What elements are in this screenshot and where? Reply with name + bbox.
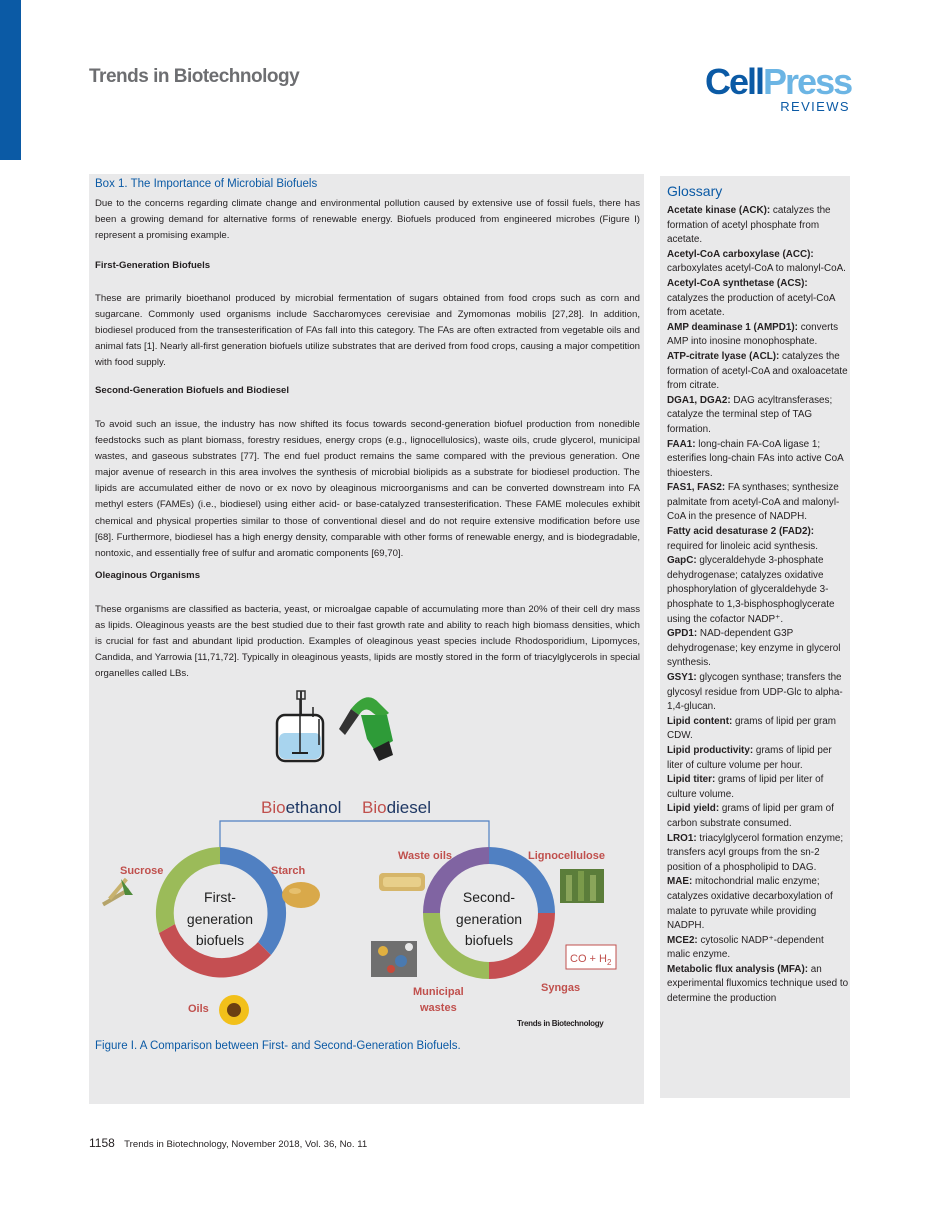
paragraph-second-gen: To avoid such an issue, the industry has now shifted its focus towards second-generation biofuel production from nonedible feedstocks such as plant biomass, forestry residues, energy crops (e.g., lignocellulosics), waste oils, crude glycerol, municipal wastes, and gaseous substrates [77]. The end fuel product remains the same compared with the previous generation. One major avenue of research in this area involves the synthesis of microbial biolipids as a substrate for biodiesel production. The lipids are accumulated either de novo or ex novo by oleaginous microorganisms and can be converted downstream into FA methyl esters (FAMEs) (i.e., biodiesel) using either acid- or base-catalyzed transesterification. These FAME molecules exhibit chemical and physical properties similar to those of conventional diesel and do not require extensive modification before use [68]. Furthermore, biodiesel has a high energy density, comparable with other forms of renewable energy, and is biodegradable, nontoxic, and essentially free of sulfur and aromatic components [69,70]. bbox=[95, 419, 640, 559]
glossary-entry: Lipid yield: grams of lipid per gram of carbon substrate consumed. bbox=[667, 803, 834, 829]
box-title: Box 1. The Importance of Microbial Biofuels bbox=[95, 178, 318, 190]
glossary-entry: ATP-citrate lyase (ACL): catalyzes the formation of acetyl-CoA and oxaloacetate from citrate. bbox=[667, 350, 848, 392]
municipal-label-line1: Municipal bbox=[413, 986, 464, 998]
page-number: 1158 bbox=[89, 1136, 115, 1150]
glossary-entry: Acetyl-CoA synthetase (ACS): catalyzes the production of acetyl-CoA from acetate. bbox=[667, 277, 835, 319]
second-gen-line1: Second- bbox=[462, 889, 516, 905]
figure-caption: Figure I. A Comparison between First- and Second-Generation Biofuels. bbox=[95, 1040, 461, 1052]
municipal-waste-icon bbox=[371, 941, 417, 977]
box-1 bbox=[89, 174, 644, 1104]
waste-oil-icon bbox=[379, 873, 425, 891]
glossary-entry: Metabolic flux analysis (MFA): an experimental fluxomics technique used to determine the production bbox=[667, 963, 849, 1005]
lignocellulose-label: Lignocellulose bbox=[528, 850, 606, 862]
heading-second-gen: Second-Generation Biofuels and Biodiesel bbox=[95, 385, 290, 396]
second-gen-donut bbox=[423, 847, 555, 979]
sugarcane-icon bbox=[102, 878, 133, 906]
box-intro: Due to the concerns regarding climate change and environmental pollution caused by extensive use of fossil fuels, there has been a growing demand for alternative forms of renewable energy. Biofuels produced from engineered microbes (Figure I) represent a promising example. bbox=[95, 198, 640, 242]
first-gen-donut bbox=[156, 847, 286, 977]
glossary-entry: AMP deaminase 1 (AMPD1): converts AMP into inosine monophosphate. bbox=[667, 321, 839, 348]
syngas-label: Syngas bbox=[541, 982, 581, 994]
logo-reviews-text: REVIEWS bbox=[780, 99, 850, 114]
glossary-entry: FAA1: long-chain FA-CoA ligase 1; esterifies long-chain FAs into active CoA thioesters. bbox=[667, 438, 844, 479]
second-gen-line2: generation bbox=[455, 911, 523, 927]
first-gen-line3: biofuels bbox=[195, 932, 245, 948]
glossary-entry: FAS1, FAS2: FA synthases; synthesize palmitate from acetyl-CoA and malonyl-CoA in the presence of NADPH. bbox=[667, 482, 840, 523]
figure-graphic bbox=[89, 689, 644, 1029]
glossary-panel bbox=[660, 176, 850, 1098]
cellpress-logo bbox=[705, 61, 855, 114]
glossary-entry: Lipid titer: grams of lipid per liter of culture volume. bbox=[667, 774, 824, 800]
second-gen-line3: biofuels bbox=[464, 932, 514, 948]
waste-oils-label: Waste oils bbox=[398, 850, 452, 862]
glossary-entry: GPD1: NAD-dependent G3P dehydrogenase; key enzyme in glycerol synthesis. bbox=[667, 628, 841, 669]
glossary-entry: DGA1, DGA2: DAG acyltransferases; catalyze the terminal step of TAG formation. bbox=[667, 394, 833, 435]
heading-first-gen: First-Generation Biofuels bbox=[95, 260, 211, 271]
glossary-list bbox=[667, 204, 849, 1007]
journal-title: Trends in Biotechnology bbox=[89, 66, 300, 87]
glossary-title: Glossary bbox=[667, 183, 723, 199]
sucrose-label: Sucrose bbox=[120, 865, 164, 877]
journal-color-bar bbox=[0, 0, 21, 160]
heading-oleaginous: Oleaginous Organisms bbox=[95, 570, 201, 581]
starch-label: Starch bbox=[271, 865, 306, 877]
municipal-label-line2: wastes bbox=[420, 1002, 457, 1014]
page-footer bbox=[89, 1136, 367, 1150]
paragraph-oleaginous: These organisms are classified as bacteria, yeast, or microalgae capable of accumulating more than 20% of their cell dry mass as lipids. Oleaginous yeasts are the best studied due to their fast growth rate and ability to reach high biomass densities, which is crucial for fast and abundant lipid production. Examples of oleaginous yeast species include Rhodosporidium, Lipomyces, Candida, and Yarrowia [11,71,72]. Typically in oleaginous yeasts, lipids are mostly stored in the form of triacylglycerols in special organelles called LBs. bbox=[95, 604, 640, 680]
bioethanol-label: Bioethanol bbox=[261, 798, 342, 817]
lignocellulose-icon bbox=[560, 869, 604, 903]
logo-cell-text: Cell bbox=[705, 61, 764, 102]
glossary-entry: Acetyl-CoA carboxylase (ACC): carboxylates acetyl-CoA to malonyl-CoA. bbox=[667, 248, 846, 275]
oils-label: Oils bbox=[188, 1003, 209, 1015]
first-gen-line1: First- bbox=[204, 889, 236, 905]
first-gen-line2: generation bbox=[186, 911, 254, 927]
glossary-entry: Lipid content: grams of lipid per gram CDW. bbox=[667, 715, 837, 742]
figure-1 bbox=[89, 689, 644, 1029]
biodiesel-label: Biodiesel bbox=[362, 798, 431, 817]
glossary-entry: GSY1: glycogen synthase; transfers the glycosyl residue from UDP-Glc to alpha-1,4-glucan. bbox=[667, 672, 843, 713]
footer-citation: Trends in Biotechnology, November 2018, Vol. 36, No. 11 bbox=[124, 1139, 368, 1150]
sunflower-icon bbox=[219, 995, 249, 1025]
bioreactor-icon bbox=[277, 691, 323, 761]
glossary-entry: Acetate kinase (ACK): catalyzes the formation of acetyl phosphate from acetate. bbox=[667, 205, 831, 246]
co-h2-label: CO + $H_2$ bbox=[570, 953, 612, 967]
potato-icon bbox=[282, 882, 320, 908]
fuel-nozzle-icon bbox=[339, 697, 393, 761]
glossary-entry: Fatty acid desaturase 2 (FAD2): required for linoleic acid synthesis. bbox=[667, 526, 818, 552]
glossary-entry: MCE2: cytosolic NADP⁺-dependent malic enzyme. bbox=[667, 934, 824, 961]
glossary-entry: MAE: mitochondrial malic enzyme; catalyzes oxidative decarboxylation of malate to pyruvate while providing NADPH. bbox=[667, 876, 833, 932]
glossary-entry: LRO1: triacylglycerol formation enzyme; transfers acyl groups from the sn-2 position of a phospholipid to DAG. bbox=[667, 832, 844, 873]
figure-source-label: Trends in Biotechnology bbox=[517, 1019, 604, 1028]
logo-press-text: Press bbox=[763, 61, 852, 102]
glossary-entry: Lipid productivity: grams of lipid per liter of culture volume per hour. bbox=[667, 744, 832, 771]
paragraph-first-gen: These are primarily bioethanol produced by microbial fermentation of sugars obtained from food crops such as corn and sugarcane. Commonly used organisms include Saccharomyces cerevisiae and Zymomonas mobilis [27,28]. In addition, biodiesel produced from the transesterification of FAs fall into this category. The FAs are often extracted from vegetable oils and animal fats [1]. Nearly all-first generation biofuels utilize substrates that are derived from food crops, causing a major competition with food supply. bbox=[95, 293, 640, 369]
glossary-entry: GapC: glyceraldehyde 3-phosphate dehydrogenase; catalyzes oxidative phosphorylation of glyceraldehyde 3-phosphate to 1,3-bisphosphoglycerate using the cofactor NADP⁺. bbox=[667, 555, 835, 625]
